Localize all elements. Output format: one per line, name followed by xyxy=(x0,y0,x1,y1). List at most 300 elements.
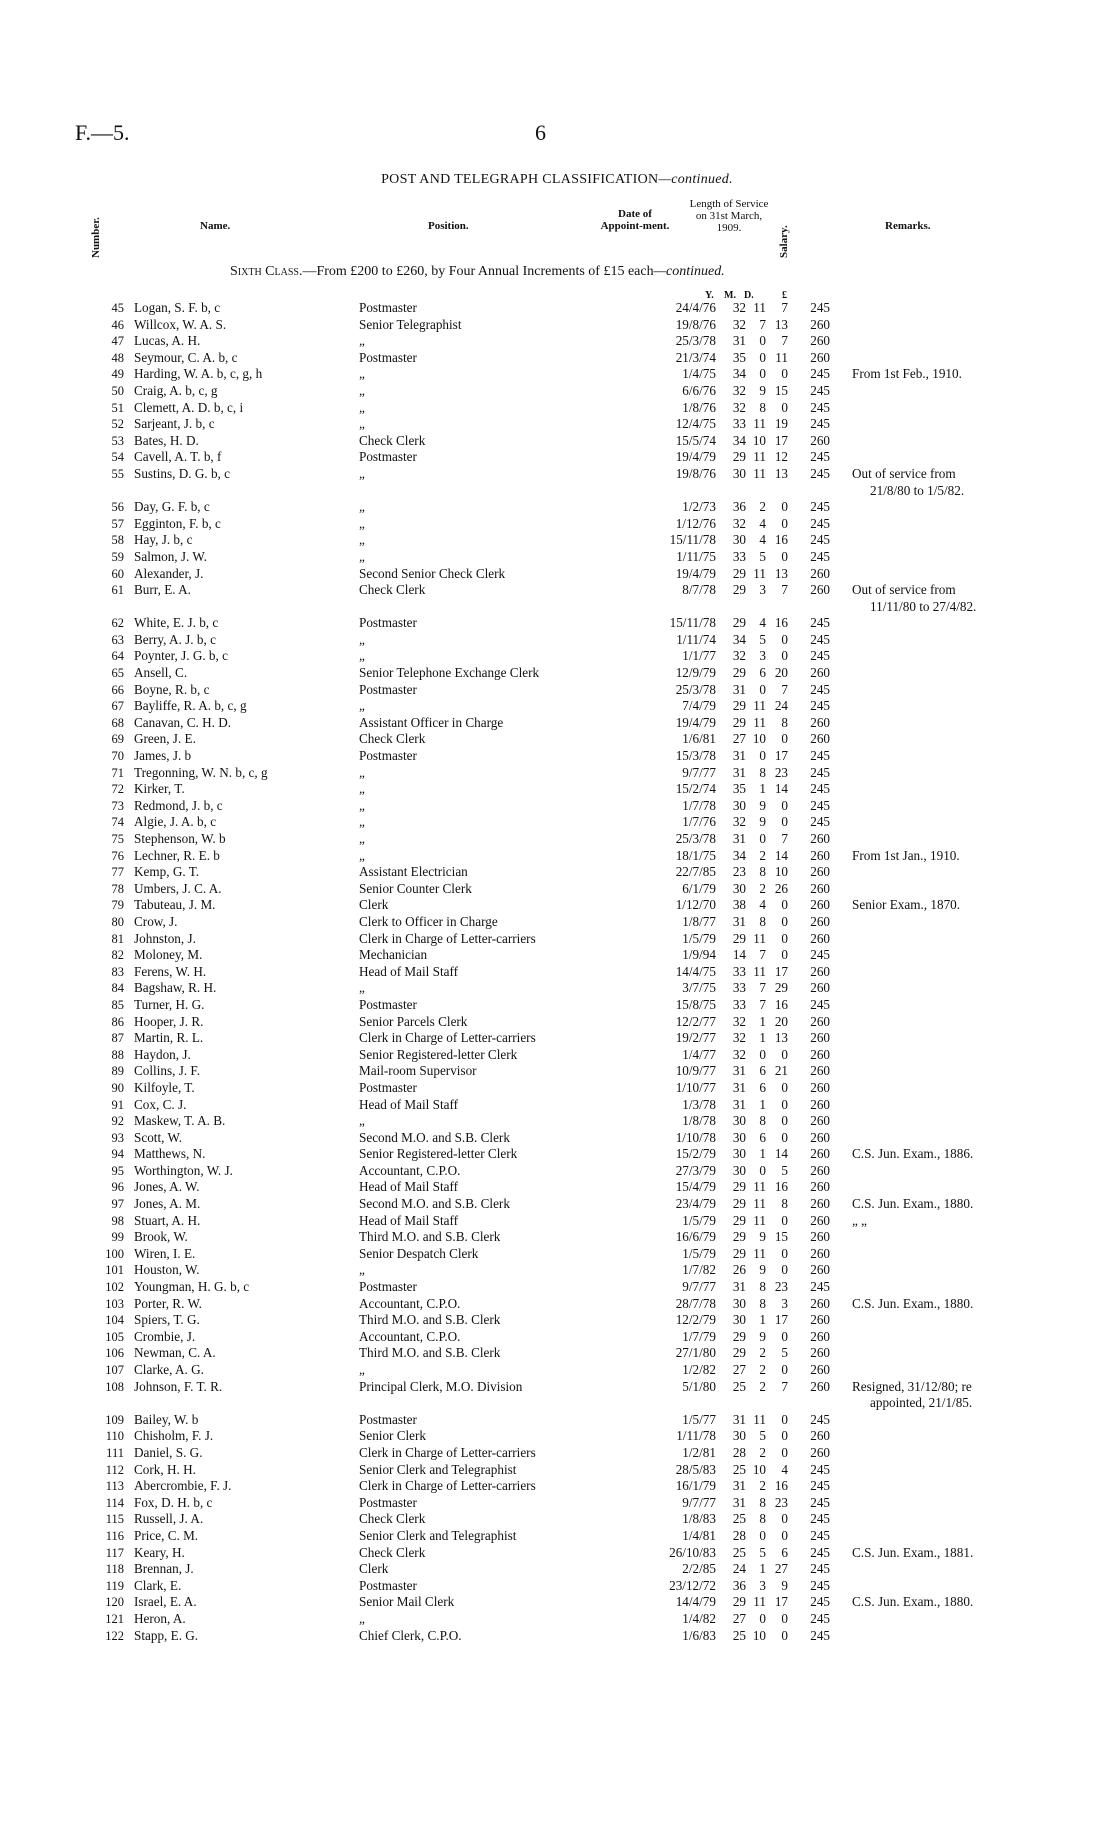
staff-name: Cavell, A. T. b, f xyxy=(134,449,222,465)
staff-position: „ xyxy=(359,416,365,432)
service-days: 17 xyxy=(774,963,788,979)
page-number: 6 xyxy=(535,120,546,145)
service-months: 10 xyxy=(752,1627,766,1643)
row-number: 100 xyxy=(105,1246,124,1261)
service-years: 29 xyxy=(732,1229,746,1245)
appointment-date: 3/7/75 xyxy=(682,980,716,996)
salary: 245 xyxy=(810,1411,830,1427)
remarks-line: Resigned, 31/12/80; re xyxy=(852,1378,972,1394)
service-months: 11 xyxy=(753,300,766,315)
table-row xyxy=(88,1262,1052,1279)
salary: 260 xyxy=(810,1162,830,1178)
remarks xyxy=(830,1113,1052,1130)
remarks-line: Senior Exam., 1870. xyxy=(852,897,961,913)
service-months: 1 xyxy=(759,1146,766,1162)
salary: 245 xyxy=(810,615,830,631)
table-row xyxy=(88,1594,1052,1611)
service-days: 7 xyxy=(781,300,788,315)
table-row xyxy=(88,1578,1052,1595)
table-row xyxy=(88,1445,1052,1462)
salary: 245 xyxy=(810,1461,830,1477)
salary: 245 xyxy=(810,681,830,697)
row-number: 104 xyxy=(105,1313,124,1328)
service-months: 4 xyxy=(759,615,766,631)
table-row xyxy=(88,1312,1052,1329)
service-years: 31 xyxy=(732,748,746,764)
table-row xyxy=(88,731,1052,748)
service-years: 25 xyxy=(732,1378,746,1394)
appointment-date: 15/8/75 xyxy=(675,996,716,1012)
service-days: 21 xyxy=(774,1063,788,1079)
row-number: 50 xyxy=(111,383,124,398)
staff-position: Senior Clerk and Telegraphist xyxy=(359,1461,517,1477)
staff-position: Postmaster xyxy=(359,1079,417,1095)
service-months: 2 xyxy=(759,1345,766,1361)
service-months: 11 xyxy=(753,963,766,979)
service-months: 5 xyxy=(759,1428,766,1444)
appointment-date: 19/8/76 xyxy=(675,465,716,481)
table-row xyxy=(88,931,1052,948)
service-days: 26 xyxy=(774,880,788,896)
service-years: 30 xyxy=(732,1162,746,1178)
appointment-date: 1/5/79 xyxy=(682,1212,716,1228)
staff-position: Accountant, C.P.O. xyxy=(359,1328,461,1344)
remarks xyxy=(830,980,1052,997)
service-days: 7 xyxy=(781,582,788,598)
staff-name: Logan, S. F. b, c xyxy=(134,300,221,315)
table-row xyxy=(88,1478,1052,1495)
staff-position: Third M.O. and S.B. Clerk xyxy=(359,1312,501,1328)
appointment-date: 15/11/78 xyxy=(669,615,716,631)
staff-name: James, J. b xyxy=(134,748,192,764)
appointment-date: 1/9/94 xyxy=(682,947,716,963)
service-years: 29 xyxy=(732,1594,746,1610)
service-days: 0 xyxy=(781,1411,788,1427)
staff-name: Algie, J. A. b, c xyxy=(134,814,217,830)
appointment-date: 12/9/79 xyxy=(675,665,716,681)
service-years: 30 xyxy=(732,532,746,548)
salary: 245 xyxy=(810,648,830,664)
salary: 260 xyxy=(810,316,830,332)
service-months: 0 xyxy=(759,1046,766,1062)
remarks xyxy=(830,1262,1052,1279)
appointment-date: 1/7/76 xyxy=(682,814,716,830)
staff-position: Accountant, C.P.O. xyxy=(359,1295,461,1311)
remarks xyxy=(830,731,1052,748)
table-row xyxy=(88,781,1052,798)
appointment-date: 1/5/77 xyxy=(682,1411,716,1427)
salary: 245 xyxy=(810,781,830,797)
service-months: 8 xyxy=(759,1279,766,1295)
salary: 245 xyxy=(810,532,830,548)
service-days: 0 xyxy=(781,548,788,564)
table-row xyxy=(88,400,1052,417)
remarks-line: C.S. Jun. Exam., 1880. xyxy=(852,1295,974,1311)
row-number: 80 xyxy=(111,914,124,929)
row-number: 111 xyxy=(106,1445,124,1460)
remarks xyxy=(830,1345,1052,1362)
service-months: 1 xyxy=(759,1096,766,1112)
staff-position: Head of Mail Staff xyxy=(359,1179,459,1195)
staff-name: Harding, W. A. b, c, g, h xyxy=(134,366,263,382)
staff-name: Turner, H. G. xyxy=(134,996,205,1012)
service-days: 23 xyxy=(774,1494,788,1510)
service-days: 19 xyxy=(774,416,788,432)
service-months: 11 xyxy=(753,714,766,730)
salary: 245 xyxy=(810,1544,830,1560)
service-years: 30 xyxy=(732,1312,746,1328)
salary: 260 xyxy=(810,897,830,913)
service-months: 5 xyxy=(759,631,766,647)
remarks xyxy=(830,798,1052,815)
service-months: 9 xyxy=(759,1262,766,1278)
service-days: 17 xyxy=(774,748,788,764)
service-months: 2 xyxy=(759,1444,766,1460)
staff-position: Senior Counter Clerk xyxy=(359,880,472,896)
remarks xyxy=(830,1495,1052,1512)
remarks xyxy=(830,1030,1052,1047)
appointment-date: 24/4/76 xyxy=(675,300,716,315)
service-months: 6 xyxy=(759,1079,766,1095)
staff-position: Clerk in Charge of Letter-carriers xyxy=(359,1478,536,1494)
staff-name: Lechner, R. E. b xyxy=(134,847,220,863)
table-row xyxy=(88,765,1052,782)
row-number: 88 xyxy=(111,1047,124,1062)
row-number: 77 xyxy=(111,865,124,880)
service-days: 0 xyxy=(781,1046,788,1062)
table-row xyxy=(88,1097,1052,1114)
staff-name: Ferens, W. H. xyxy=(134,963,207,979)
service-years: 31 xyxy=(732,1478,746,1494)
staff-position: Mechanician xyxy=(359,947,428,963)
appointment-date: 2/2/85 xyxy=(682,1561,716,1577)
salary: 260 xyxy=(810,847,830,863)
appointment-date: 16/6/79 xyxy=(675,1229,716,1245)
salary: 260 xyxy=(810,1444,830,1460)
table-row xyxy=(88,964,1052,981)
service-months: 4 xyxy=(759,532,766,548)
remarks xyxy=(830,1014,1052,1031)
staff-position: „ xyxy=(359,366,365,382)
salary: 245 xyxy=(810,1279,830,1295)
service-days: 0 xyxy=(781,1428,788,1444)
service-years: 31 xyxy=(732,831,746,846)
row-number: 87 xyxy=(111,1031,124,1046)
salary: 245 xyxy=(810,1577,830,1593)
service-years: 29 xyxy=(732,1328,746,1344)
staff-name: Fox, D. H. b, c xyxy=(134,1494,213,1510)
table-row xyxy=(88,1113,1052,1130)
staff-position: Clerk to Officer in Charge xyxy=(359,913,498,929)
service-years: 29 xyxy=(732,615,746,631)
table-row xyxy=(88,1163,1052,1180)
appointment-date: 19/4/79 xyxy=(675,565,716,581)
appointment-date: 12/4/75 xyxy=(675,416,716,432)
row-spacer xyxy=(88,1395,1052,1412)
staff-name: Redmond, J. b, c xyxy=(134,797,223,813)
appointment-date: 1/11/78 xyxy=(676,1428,716,1444)
service-days: 24 xyxy=(774,698,788,714)
staff-position: Postmaster xyxy=(359,615,417,631)
staff-position: „ xyxy=(359,648,365,664)
service-months: 11 xyxy=(753,1245,766,1261)
staff-name: Moloney, M. xyxy=(134,947,203,963)
row-number: 70 xyxy=(111,749,124,764)
service-months: 2 xyxy=(759,880,766,896)
service-months: 6 xyxy=(759,1129,766,1145)
staff-position: Clerk in Charge of Letter-carriers xyxy=(359,1030,536,1046)
remarks xyxy=(830,566,1052,583)
staff-name: Bagshaw, R. H. xyxy=(134,980,217,996)
staff-name: Stapp, E. G. xyxy=(134,1627,199,1643)
appointment-date: 1/6/83 xyxy=(682,1627,716,1643)
table-row xyxy=(88,1213,1052,1230)
remarks xyxy=(830,333,1052,350)
row-number: 59 xyxy=(111,549,124,564)
remarks xyxy=(830,449,1052,466)
remarks-line: Out of service from xyxy=(852,582,956,598)
service-months: 10 xyxy=(752,1461,766,1477)
staff-position: Senior Registered-letter Clerk xyxy=(359,1146,518,1162)
service-years: 29 xyxy=(732,565,746,581)
service-years: 33 xyxy=(732,980,746,996)
table-row xyxy=(88,1428,1052,1445)
remarks-line: C.S. Jun. Exam., 1886. xyxy=(852,1146,974,1162)
salary: 245 xyxy=(810,1494,830,1510)
row-number: 93 xyxy=(111,1130,124,1145)
salary: 260 xyxy=(810,980,830,996)
service-days: 0 xyxy=(781,1511,788,1527)
remarks xyxy=(830,914,1052,931)
service-months: 2 xyxy=(759,1378,766,1394)
unit-days: D. xyxy=(744,290,754,301)
service-days: 0 xyxy=(781,1096,788,1112)
service-days: 23 xyxy=(774,1279,788,1295)
staff-name: Chisholm, F. J. xyxy=(134,1428,214,1444)
service-days: 0 xyxy=(781,515,788,531)
row-number: 118 xyxy=(105,1562,124,1577)
service-days: 0 xyxy=(781,631,788,647)
staff-position: Check Clerk xyxy=(359,1544,426,1560)
service-months: 0 xyxy=(759,349,766,365)
service-years: 25 xyxy=(732,1461,746,1477)
remarks xyxy=(830,466,1052,483)
table-row xyxy=(88,632,1052,649)
service-years: 32 xyxy=(732,1030,746,1046)
staff-name: White, E. J. b, c xyxy=(134,615,219,631)
remarks-line: C.S. Jun. Exam., 1881. xyxy=(852,1544,974,1560)
service-months: 9 xyxy=(759,814,766,830)
unit-pound: £ xyxy=(782,290,787,301)
row-number: 65 xyxy=(111,666,124,681)
table-row xyxy=(88,1545,1052,1562)
table-row xyxy=(88,1345,1052,1362)
staff-name: Brennan, J. xyxy=(134,1561,194,1577)
staff-name: Green, J. E. xyxy=(134,731,196,747)
salary: 260 xyxy=(810,1030,830,1046)
staff-position: Senior Despatch Clerk xyxy=(359,1245,479,1261)
salary: 245 xyxy=(810,764,830,780)
row-number: 105 xyxy=(105,1329,124,1344)
service-months: 6 xyxy=(759,665,766,681)
staff-position: „ xyxy=(359,532,365,548)
service-years: 31 xyxy=(732,1063,746,1079)
appointment-date: 1/3/78 xyxy=(682,1096,716,1112)
staff-position: Clerk xyxy=(359,1561,389,1577)
service-years: 30 xyxy=(732,1428,746,1444)
service-days: 0 xyxy=(781,947,788,963)
remarks xyxy=(830,1445,1052,1462)
service-months: 11 xyxy=(753,930,766,946)
service-years: 28 xyxy=(732,1527,746,1543)
salary: 260 xyxy=(810,1378,830,1394)
salary: 245 xyxy=(810,1594,830,1610)
row-number: 68 xyxy=(111,715,124,730)
remarks xyxy=(830,1179,1052,1196)
staff-position: „ xyxy=(359,382,365,398)
row-number: 53 xyxy=(111,433,124,448)
appointment-date: 1/7/79 xyxy=(682,1328,716,1344)
staff-position: Second Senior Check Clerk xyxy=(359,565,506,581)
staff-position: Postmaster xyxy=(359,1577,417,1593)
remarks xyxy=(830,931,1052,948)
table-row xyxy=(88,499,1052,516)
appointment-date: 16/1/79 xyxy=(675,1478,716,1494)
service-years: 29 xyxy=(732,1196,746,1212)
spacer-cell xyxy=(88,599,830,616)
remarks xyxy=(830,1428,1052,1445)
service-months: 1 xyxy=(759,781,766,797)
salary: 245 xyxy=(810,499,830,515)
table-row xyxy=(88,814,1052,831)
service-years: 26 xyxy=(732,1262,746,1278)
service-days: 0 xyxy=(781,1627,788,1643)
table-row xyxy=(88,366,1052,383)
remarks-line: C.S. Jun. Exam., 1880. xyxy=(852,1196,974,1212)
salary: 260 xyxy=(810,565,830,581)
remarks xyxy=(830,1545,1052,1562)
service-days: 16 xyxy=(774,1478,788,1494)
salary: 245 xyxy=(810,631,830,647)
table-row xyxy=(88,615,1052,632)
table-row xyxy=(88,1179,1052,1196)
staff-name: Maskew, T. A. B. xyxy=(134,1113,226,1129)
table-row xyxy=(88,549,1052,566)
table-row xyxy=(88,648,1052,665)
salary: 260 xyxy=(810,1312,830,1328)
appointment-date: 9/7/77 xyxy=(682,1494,716,1510)
service-days: 0 xyxy=(781,897,788,913)
appointment-date: 12/2/77 xyxy=(675,1013,716,1029)
row-number: 117 xyxy=(105,1545,124,1560)
appointment-date: 15/2/79 xyxy=(675,1146,716,1162)
row-number: 51 xyxy=(111,400,124,415)
remarks xyxy=(830,1163,1052,1180)
service-months: 11 xyxy=(753,1212,766,1228)
service-years: 25 xyxy=(732,1627,746,1643)
salary: 245 xyxy=(810,698,830,714)
service-days: 13 xyxy=(774,465,788,481)
remarks xyxy=(830,1511,1052,1528)
remarks xyxy=(830,1279,1052,1296)
service-months: 11 xyxy=(753,449,766,465)
service-days: 10 xyxy=(774,864,788,880)
table-row xyxy=(88,1329,1052,1346)
table-row xyxy=(88,947,1052,964)
appointment-date: 19/4/79 xyxy=(675,449,716,465)
staff-name: Martin, R. L. xyxy=(134,1030,204,1046)
row-number: 85 xyxy=(111,997,124,1012)
remarks-line: From 1st Jan., 1910. xyxy=(852,847,960,863)
row-number: 61 xyxy=(111,583,124,598)
header-position: Position. xyxy=(428,220,469,232)
service-months: 1 xyxy=(759,1030,766,1046)
remarks xyxy=(830,1063,1052,1080)
staff-position: Postmaster xyxy=(359,748,417,764)
service-days: 0 xyxy=(781,1610,788,1626)
staff-name: Burr, E. A. xyxy=(134,582,191,598)
row-number: 99 xyxy=(111,1230,124,1245)
remarks xyxy=(830,615,1052,632)
salary: 245 xyxy=(810,1627,830,1643)
staff-position: Head of Mail Staff xyxy=(359,963,459,979)
service-years: 30 xyxy=(732,1295,746,1311)
table-row xyxy=(88,1014,1052,1031)
row-number: 91 xyxy=(111,1097,124,1112)
remarks xyxy=(830,1478,1052,1495)
row-number: 79 xyxy=(111,898,124,913)
appointment-date: 12/2/79 xyxy=(675,1312,716,1328)
appointment-date: 15/5/74 xyxy=(675,432,716,448)
staff-name: Daniel, S. G. xyxy=(134,1444,203,1460)
staff-position: Senior Parcels Clerk xyxy=(359,1013,468,1029)
service-months: 4 xyxy=(759,897,766,913)
table-row xyxy=(88,698,1052,715)
table-row xyxy=(88,1296,1052,1313)
staff-name: Bailey, W. b xyxy=(134,1411,199,1427)
appointment-date: 6/1/79 xyxy=(682,880,716,896)
salary: 245 xyxy=(810,797,830,813)
appointment-date: 1/4/81 xyxy=(682,1527,716,1543)
service-months: 7 xyxy=(759,980,766,996)
service-days: 7 xyxy=(781,333,788,349)
salary: 245 xyxy=(810,814,830,830)
unit-years: Y. xyxy=(705,290,714,301)
staff-name: Stephenson, W. b xyxy=(134,831,226,846)
appointment-date: 27/1/80 xyxy=(675,1345,716,1361)
staff-position: Third M.O. and S.B. Clerk xyxy=(359,1345,501,1361)
appointment-date: 1/4/75 xyxy=(682,366,716,382)
staff-position: Assistant Officer in Charge xyxy=(359,714,504,730)
salary: 260 xyxy=(810,714,830,730)
table-row xyxy=(88,1412,1052,1429)
service-years: 27 xyxy=(732,1610,746,1626)
row-number: 62 xyxy=(111,616,124,631)
staff-name: Kirker, T. xyxy=(134,781,185,797)
service-years: 31 xyxy=(732,764,746,780)
row-number: 52 xyxy=(111,417,124,432)
table-row xyxy=(88,864,1052,881)
appointment-date: 25/3/78 xyxy=(675,681,716,697)
staff-name: Hay, J. b, c xyxy=(134,532,193,548)
staff-name: Youngman, H. G. b, c xyxy=(134,1279,250,1295)
row-number: 71 xyxy=(111,765,124,780)
staff-name: Clarke, A. G. xyxy=(134,1362,204,1377)
service-months: 0 xyxy=(759,333,766,349)
table-row xyxy=(88,1146,1052,1163)
row-number: 46 xyxy=(111,317,124,332)
service-days: 0 xyxy=(781,399,788,415)
